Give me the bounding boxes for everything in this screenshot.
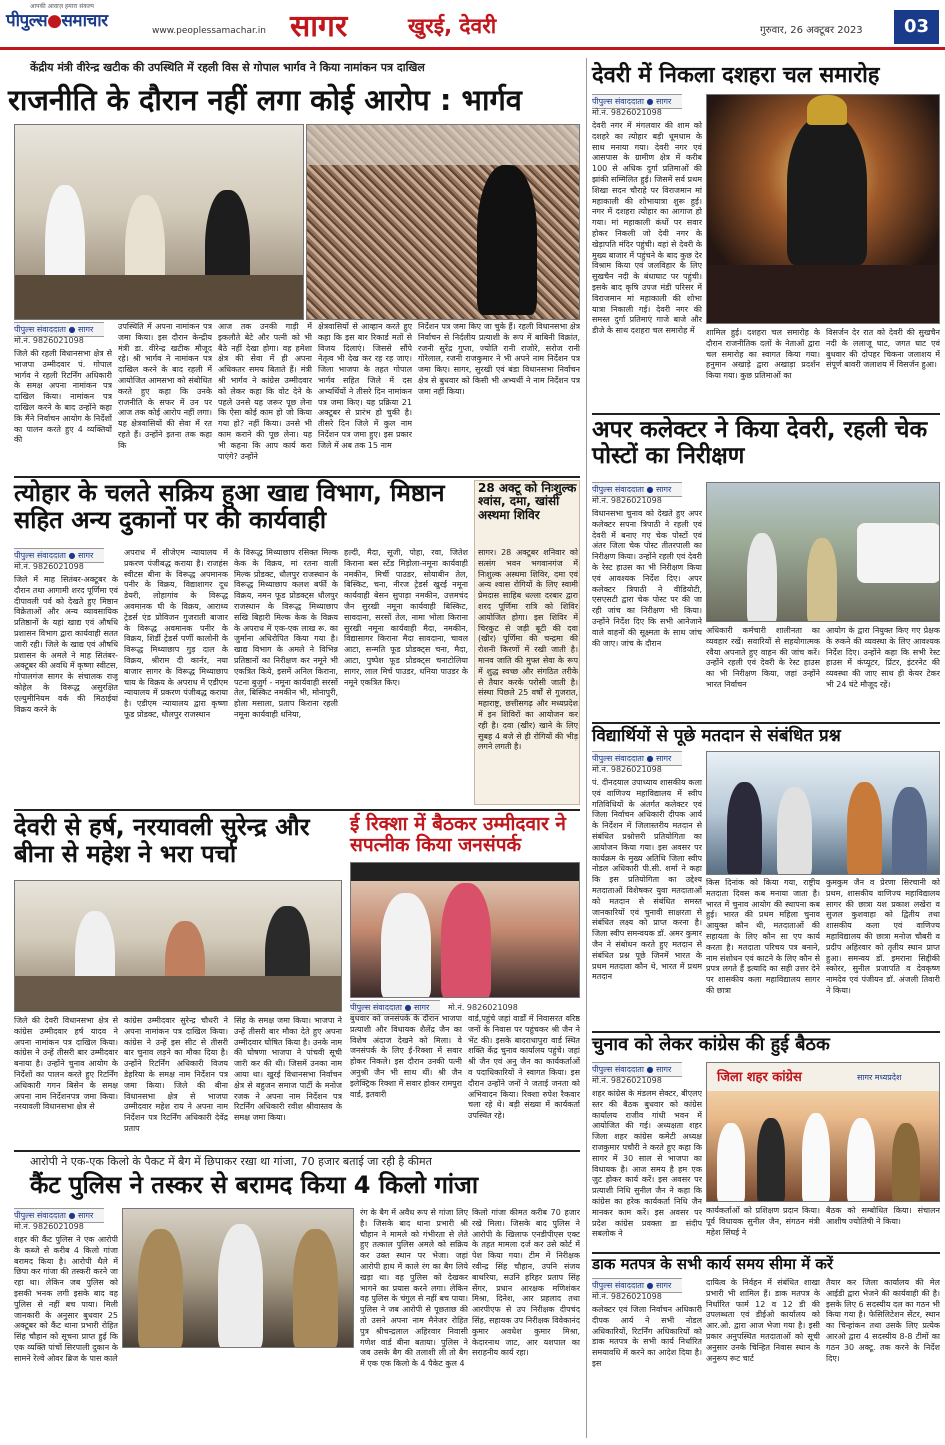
- story6-photo-dussehra: [706, 94, 940, 324]
- story8-headline[interactable]: विद्यार्थियों से पूछे मतदान से संबंधित प्रश्न: [592, 726, 841, 746]
- story6-headline[interactable]: देवरी में निकला दशहरा चल समारोह: [592, 63, 880, 88]
- story8-mobile: मो.नं. 9826021098: [592, 765, 662, 774]
- newspaper-logo: [6, 8, 108, 31]
- story8-photo-students: [706, 751, 940, 875]
- story6-col2: शामिल हुई। दशहरा चल समारोह के दौरान राजनीतिक दलों के नेताओं द्वारा चल समारोह का स्वागत किया गया। हनुमान अखाड़े द्वारा अखाड़ा प्रदर्शन किया गया। कुछ प्रतिमाओं का: [706, 328, 820, 381]
- logo-right: समाचार: [61, 11, 108, 31]
- camp-body: सागर। 28 अक्टूबर शनिवार को सत्संग भवन भगवानगंज में निःशुल्क अस्थमा शिविर, दमा एवं अन्य श्वास रोगियों के लिए स्वामी प्रेमदास साहिब धल्ला दरबार द्वारा शरद पूर्णिमा रात्रि को शिविर आयोजित होगा। इस शिविर में चिरकुट से जड़ी बूटी की दवा (खीर) पूर्णिमा की चन्द्रमा की रोशनी किरणों में रखी जाती है। मानव जाति की मुफ्त सेवा के रूप में शुद्ध स्वच्छ और संगठित तरीके से तैयार करके परोसी जाती है। संस्था पिछले 25 वर्षों से गुजरात, महाराष्ट्र, छत्तीसगढ़ और मध्यप्रदेश में इन शिविरों का आयोजन कर रही है। दवा (खीर) खाने के लिए सुबह 4 बजे से ही रोगियों की भीड़ लगने लगती है।: [478, 548, 578, 752]
- story6-mobile: मो.नं. 9826021098: [592, 108, 662, 117]
- story7-photo-checkpost: [706, 482, 940, 622]
- story1-col4: क्षेत्रवासियों से आव्हान करते हुए कहा कि इस बार रिकार्ड मतों से विजय दिलाएं। जिससे सौंपे नेतृत्व भी देख कर रह रह जाए। जिला भाजपा के तहत गोपाल भार्गव सहित जिले में दस अभ्यर्थियों ने तीसरे दिन नामांकन पत्र जमा किए। यह प्रक्रिया 21 अक्टूबर से प्रारंभ हो चुकी है। तीसरे दिन जिले में कुल नाम निर्देशन पत्र जमा हुए। इस प्रकार जिले में अब तक 15 नाम: [318, 322, 412, 450]
- story7-headline[interactable]: अपर कलेक्टर ने किया देवरी, रहली चेक पोस्टों का निरीक्षण: [592, 417, 928, 469]
- story1-col5: निर्देशन पत्र जमा किए जा चुके हैं। रहली विधानसभा क्षेत्र निर्वाचन से निर्दलीय प्रत्याशी के रूप में बाबिनी विक्रांत, रजनी सुरेंद्र गुप्ता, ज्योति रानी राजोरे, सरोज रानी गोरेलाल, रजनी राजकुमार ने भी अपने नाम निर्देशन पत्र जमा किए। सागर, सुरखी एवं बंडा विधानसभा निर्वाचन क्षेत्र से बुधवार को किसी भी अभ्यर्थी ने नाम निर्देशन पत्र जमा नहीं किया।: [418, 322, 580, 396]
- page-number: 03: [894, 10, 939, 44]
- story3-headline[interactable]: देवरी से हर्ष, नरयावली सुरेन्द्र और बीना से महेश ने भरा पर्चा: [14, 813, 310, 868]
- story2-byline: पीपुल्स संवाददाता ● सागर: [14, 548, 104, 563]
- section-title: सागर: [290, 9, 348, 44]
- story3-col2: कांग्रेस उम्मीदवार सुरेन्द्र चौधरी ने अपना नामांकन पत्र दाखिल किया। कांग्रेस ने उन्हें इस सीट से तीसरी बार चुनाव लड़ने का मौका दिया है। उन्होंने रिटर्निंग अधिकारी विजय डेहरिया के समक्ष नाम निर्देशन पत्र जमा किया। जिले की बीना विधानसभा क्षेत्र से भाजपा उम्मीदवार महेश राय ने अपना नाम निर्देशन पत्र रिटर्निंग अधिकारी देवेंद्र प्रताप: [124, 1016, 228, 1133]
- story1-mobile: मो.नं. 9826021098: [14, 336, 84, 345]
- website-url[interactable]: www.peoplessamachar.in: [152, 26, 266, 36]
- story10-headline[interactable]: डाक मतपत्र के सभी कार्य समय सीमा में करें: [592, 1255, 834, 1273]
- story8-col1: पं. दीनदयाल उपाध्याय शासकीय कला एवं वाणिज्य महाविद्यालय में स्वीप गतिविधियों के अंतर्गत कलेक्टर एवं जिला निर्वाचन अधिकारी दीपक आर्य के निर्देशन में जिलास्तरीय मतदान से संबंधित प्रश्नोत्तरी प्रतियोगिता का आयोजन किया गया। इस अवसर पर कार्यक्रम के मुख्य अतिथि जिला स्वीप नोडल अधिकारी पी.सी. शर्मा ने कहा कि इस प्रतियोगिता का उद्देश्य मतदाताओं विशेषकर युवा मतदाताओं को मतदान से संबंधित समस्त जानकारियों एवं चुनावी साक्षरता से संबंधित लक्ष्य को प्राप्त करना है। जिला स्वीप समन्वयक डॉ. अमर कुमार जैन ने संबोधन करते हुए मतदान से संबंधित प्रश्न पूछे जिनमें भारत के प्रथम मतदाता कौन थे, भारत में प्रथम मतदान: [592, 778, 702, 982]
- story5-headline[interactable]: कैंट पुलिस ने तस्कर से बरामद किया 4 किलो गांजा: [30, 1171, 479, 1199]
- story8-byline: पीपुल्स संवाददाता ● सागर: [592, 751, 682, 766]
- separator: [592, 722, 940, 724]
- story5-kicker: आरोपी ने एक-एक किलो के पैकट में बैग में छिपाकर रखा था गांजा, 70 हजार बताई जा रही है कीमत: [30, 1155, 432, 1168]
- story4-headline[interactable]: ई रिक्शा में बैठकर उम्मीदवार ने सपत्नीक किया जनसंपर्क: [350, 813, 566, 857]
- story1-col1: जिले की रहली विधानसभा क्षेत्र से भाजपा उम्मीदवार पं. गोपाल भार्गव ने रहली रिटर्निंग अधिकारी के समक्ष अपना नामांकन पत्र दाखिल किया। नामांकन पत्र दाखिल करने के बाद उन्होंने कहा कि मैंने निर्वाचन आयोग के निर्देशों का पालन करते हुए 4 व्यक्तियों की: [14, 349, 112, 445]
- column-divider: [586, 58, 587, 1438]
- story5-col3: किलो गांजा कीमत करीब 70 हजार रखे मिला। जिसके बाद पुलिस ने आरोपी के खिलाफ एनडीपीएस एक्ट के तहत मामला दर्ज कर उसे कोर्ट में पेश किया गया। टीम में निरीक्षक रवीन्द्र सिंह चौहान, उपनि संजय बाथरिया, सउनि हरिहर प्रताप सिंह सेंगर, प्रधान आरक्षक मणिशंकर मिश्रा, दिनेश, आर प्रहलाद तथा आरपीएफ से उप निरीक्षक दीपचंद सिंह, सहायक उप निरीक्षक विवेकानंद कुमार अवधेश कुमार मिश्रा, केदारनाथ जाट, आर यशपाल का सराहनीय कार्य रहा।: [472, 1208, 580, 1358]
- logo-dot-icon: ●: [47, 11, 62, 31]
- separator: [592, 413, 940, 415]
- story2-mobile: मो.नं. 9826021098: [14, 562, 84, 571]
- separator: [14, 809, 580, 811]
- issue-date: गुरुवार, 26 अक्टूबर 2023: [760, 25, 863, 36]
- story5-col2: रंग के बैग में अवैध रूप से गांजा लिए है। जिसके बाद थाना प्रभारी श्री चौहान ने मामले को गंभीरता से लेते हुए तत्काल पुलिस अमले को सक्रिय कर उक्त स्थान पर भेजा। जहां आरोपी हाथ में काले रंग का बैग लिये खड़ा था। वह पुलिस को देखकर भागने का प्रयास करने लगा। लेकिन वह पुलिस के चंगुल से नहीं बच पाया। पुलिस ने जब आरोपी से पूछताछ की तो उसने अपना नाम मैनेजर रोहित पुत्र श्रीचन्द्रलाल अहिरवार निवासी गणेश वार्ड बीना बताया। पुलिस ने जब उसके बैग की तलाशी ली तो बैग में एक एक किलो के 4 पैकेट कुल 4: [360, 1208, 468, 1369]
- story5-byline: पीपुल्स संवाददाता ● सागर: [14, 1208, 104, 1223]
- masthead: [0, 0, 945, 50]
- banner-subtext: सागर मध्यप्रदेश: [857, 1073, 902, 1082]
- story3-col1: जिले की देवरी विधानसभा क्षेत्र से कांग्रेस उम्मीदवार हर्ष यादव ने अपना नामांकन पत्र दाखिल किया। कांग्रेस ने उन्हें तीसरी बार उम्मीदवार बनाया है। उन्होंने चुनाव आयोग के निर्देशों का पालन करते हुए रिटर्निंग अधिकारी गगन बिसेन के समक्ष अपना नाम निर्देशनपत्र जमा किया। नरयावली विधानसभा क्षेत्र से: [14, 1016, 118, 1112]
- story9-photo-meeting: [706, 1062, 940, 1202]
- story2-col1: जिले में माह सितंबर-अक्टूबर के दौरान तथा आगामी शरद पूर्णिमा एवं दीपावली पर्व को देखते हुए मिष्ठान विक्रेताओं और अन्य व्यावसायिक प्रतिष्ठानों के यहां खाद्य एवं औषधि प्रशासन विभाग द्वारा कार्यवाही सतत जारी रही। जिले के खाद्य एवं औषधि प्रशासन के अमले ने माह सितंबर-अक्टूबर की अवधि में कृष्णा स्वीटस, गोपालगंज सागर के संचालक राजू कोहेल के विरूद्ध असुरक्षित एल्युमीनियम वर्क की मिठाईयां विक्रय करने के: [14, 575, 118, 714]
- separator: [14, 476, 580, 478]
- story3-col3: सिंह के समक्ष जमा किया। भाजपा ने उन्हें तीसरी बार मौका देते हुए अपना उम्मीदवार घोषित किया है। उनके नाम की घोषणा भाजपा ने पांचवी सूची जारी कर की थी। जिसमें उनका नाम आया था। खुरई विधानसभा निर्वाचन क्षेत्र से बहुजन समाज पार्टी के मनोज रजक ने अपना नाम निर्देशन पत्र रिटर्निंग अधिकारी रवीश श्रीवास्तव के समक्ष जमा किया।: [234, 1016, 342, 1123]
- camp-headline[interactable]: 28 अक्टू को निःशुल्क श्वांस, दमा, खांसी अस्थमा शिविर: [478, 481, 577, 522]
- story6-byline: पीपुल्स संवाददाता ● सागर: [592, 94, 682, 109]
- story1-col2: उपस्थिति में अपना नामांकन पत्र जमा किया। इस दौरान केन्द्रीय मंत्री डा. वीरेन्द्र खटीक मौजूद रहे। श्री भार्गव ने नामांकन पत्र दाखिल करने के बाद रहली में आयोजित आमसभा को संबोधित करते हुए कहा कि उनके राजनीति के सफर में उन पर आज तक कोई आरोप नहीं लगा। यह क्षेत्रवासियों की सेवा में रत रहते हैं। उन्होंने इतना तक कहा कि: [118, 322, 212, 450]
- story4-col1: बुधवार को जनसंपर्क के दौरान भाजपा प्रत्याशी और विधायक शैलेंद्र जैन का विशेष अंदाज देखने को मिला। वे जनसंपर्क के लिए ई-रिक्शा में सवार होकर निकले। इस दौरान उनकी पत्नी अनुश्री जैन भी साथ थीं। श्री जैन इलेक्ट्रिक रिक्शा में सवार होकर रामपुरा वार्ड, इतवारी: [350, 1014, 462, 1099]
- story5-mobile: मो.नं. 9826021098: [14, 1222, 84, 1231]
- story2-col2: अपराध में सीजेएम न्यायालय में प्रकरण पंजीबद्ध कराया है। राजहंस स्वीटस बीना के विरूद्ध अपमानक पनीर के विक्रय, विद्याशागर दूध डेयरी, लोहागांव के विरूद्ध अवमानक घी के विक्रय, आराध्य ट्रेडर्स एंड प्रोविजन गुजराती बाजार के विरूद्ध अवमानक पनीर के विक्रय, शिर्डी ट्रेडर्स पर्णी कालोनी के विरूद्ध मिथ्याछाप गुड़ दाल के विक्रय, श्रीराम दी कार्नर, नया बाजार सागर के विरूद्ध मिथ्याछाप चाय के विक्रय के अपराध में एडीएम न्यायालय में प्रकरण पंजीबद्ध कराया है। एडीएम न्यायालय द्वारा कृष्णा फूड प्रोडक्ट, धौलपुर राजस्थान: [124, 548, 228, 719]
- logo-left: पीपुल्स: [6, 11, 48, 31]
- story7-col1: विधानसभा चुनाव को देखते हुए अपर कलेक्टर सपना त्रिपाठी ने रहली एवं देवरी में बनाए गए चेक पोस्टों एवं अंतर जिला चेक पोस्ट तीतरपाली का निरीक्षण किया। उन्होंने रहली एवं देवरी के रेस्ट हाउस का भी निरीक्षण किया एवं आवश्यक निर्देश दिए। अपर कलेक्टर त्रिपाठी ने वीडियोटी, एसएसटी द्वारा चेक पोस्ट पर की जा रही जांच का निरीक्षण भी किया। उन्होंने निर्देश दिए कि सभी आनेजाने वाले वाहनों की सूक्ष्मता के साथ जांच की जाए। जांच के दौरान: [592, 509, 702, 648]
- story6-col1: देवरी नगर में मंगलवार की शाम को दशहरे का त्योहार बड़ी धूमधाम के साथ मनाया गया। देवरी नगर एवं आसपास के ग्रामीण क्षेत्र में करीब 100 से अधिक दुर्गा प्रतिमाओं की झांकी सम्मिलित हुई। जिसमें सर्व प्रथम शिखा सदन चौराहे पर विराजमान मां महाकाली की शोभायात्रा शुरू हुई। नगर में दशहरा त्योहार का आगाज हो गया। मां महाकाली कंधों पर सवार होकर निकली जो देवी नगर के खेड़ापति मंदिर पहुंची। वहां से देवरी के मुख्य बाजार में पहुंचने के बाद कुछ देर विश्राम किया एवं जलविहार के लिए सुखचैन नदी के बंधाघाट पर पहुंची। इसके बाद कृषि उपज मंडी परिसर में विराजमान मां महाकाली की शोभा यात्रा निकाली गई। देवरी नगर की समस्त दुर्गा प्रतिमाएं गाजे बाजे और डीजे के साथ दशहरा चल समारोह में: [592, 121, 702, 336]
- story1-col3: आज तक उनकी गाड़ी में इकलौते बेटे और पत्नी को भी बैठे नहीं देखा होगा। वह हमेशा क्षेत्र की सेवा में ही अपना अधिकतर समय बिताते हैं। मंत्री श्री भार्गव ने कांग्रेस उम्मीदवार को लेकर कहा कि वोट देने के पहले उनसे यह जरूर पूछ लेना कि ऐसा कोई काम हो जो किया गया हो? नहीं किया। उनसे भी काम कराने की पूछ लेना। यह भी कहना कि आप कार्य करा पाएंगे? उन्होंने: [218, 322, 312, 461]
- story1-photo-nomination: [14, 124, 304, 320]
- story4-col2: वार्ड,पहुंचे जहां वार्डों में निवासरत वरिष्ठ जनों के निवास पर पहुंचकर श्री जैन ने भेंट की। इसके बादराधापुरा वार्ड स्थित शक्ति केंद्र चुनाव कार्यालय पहुंचे। जहां श्री जैन एवं अनु जैन का कार्यकर्ताओं व पदाधिकारियों ने स्वागत किया। इस दौरान उन्होंने जनों ने जताई जनता को अभिवादन किया। रिक्शा रुपेश रैकवार चला रहे थे। बड़ी संख्या में कार्यकर्ता उपस्थित रहे।: [468, 1014, 580, 1121]
- story4-byline: पीपुल्स संवाददाता ● सागर: [350, 1000, 440, 1015]
- story9-col1: शहर कांग्रेस के मंडलम सेक्टर, बीएलए स्तर की बैठक बुधवार को कांग्रेस कार्यालय राजीव गांधी भवन में आयोजित की गई। अध्यक्षता शहर जिला शहर कांग्रेस कमेटी अध्यक्ष राजकुमार पचौरी ने करते हुए कहा कि सागर में 30 साल से भाजपा का विधायक है। आज समय है हम एक जुट होकर कार्य करें। इस अवसर पर प्रत्याशी निधि सुनील जैन ने कहा कि कांग्रेस का हरेक कार्यकर्ता निधि जैन मानकर काम करें। इस अवसर पर प्रदेश कांग्रेस प्रवक्ता डा संदीप सबलोक ने: [592, 1089, 702, 1239]
- subsection-title: खुरई, देवरी: [408, 14, 497, 38]
- story7-byline: पीपुल्स संवाददाता ● सागर: [592, 482, 682, 497]
- story10-byline: पीपुल्स संवाददाता ● सागर: [592, 1278, 682, 1293]
- story5-photo-police: [122, 1208, 354, 1348]
- story1-photo-rally: [306, 124, 580, 320]
- story1-headline[interactable]: राजनीति के दौरान नहीं लगा कोई आरोप : भार्गव: [8, 83, 522, 117]
- banner: [707, 1063, 940, 1091]
- story9-col2: कार्यकर्ताओं को प्रशिक्षण प्रदान किया। पूर्व विधायक सुनील जैन, संगठन मंत्री महेश सिंघई ने: [706, 1206, 820, 1237]
- separator: [592, 1031, 940, 1033]
- story3-photo-nomination: [14, 880, 342, 1012]
- banner-text: जिला शहर कांग्रेस: [717, 1070, 802, 1085]
- story6-col3: विसर्जन देर रात को देवरी की सुखचैन नदी के ललाजू घाट, जगत घाट एवं बुधवार की दोपहर चिकना जलाशय में संपूर्ण बावरी जलाशय में विसर्जन हुआ।: [826, 328, 940, 370]
- story2-col4: हल्दी, मैदा, सूजी, पोहा, रवा, जितेश किराना बस स्टेंड मिड़ोला-नमूना कार्यवाही नमकीन, मिर्ची पाउडर, सोयाबीन तेल, बिस्किट, चना, नीरज ट्रेडर्स खुरई नमूना कार्यवाही बेसन सुपाड़ा नमकीन, उत्तमचंद जैन सुरखी नमूना कार्यवाही बिस्किट, सावदाना, सरसों तेल, नामा भोला किराना सुरखी नमूना कार्यवाही मैदा, नमकीन, विद्यासागर किराना मैदा सावदाना, चावल आटा, सन्मति फूड प्रोडक्ट्स चना, मैदा, आटा, पुष्पेश फूड प्रोडक्ट्स चनाटोलिया सागर, लाल मिर्च पाउडर, धनिया पाउडर के नमूने एकत्रित किए।: [344, 548, 468, 687]
- story10-col2: दायित्व के निर्वहन में संबंधित शाखा प्रभारी भी शामिल हैं। डाक मतपत्र के निर्धारित फार्म 12 व 12 डी की उपलब्धता एवं डीईओ कार्यालय को आर.ओ. द्वारा आज भेजा गया है। इसी प्रकार अनुपस्थित मतदाताओं को सूची अनुसार उनके चिन्हित निवास स्थान के अनुरूप रूट चार्ट: [706, 1278, 820, 1363]
- story5-col1: शहर की कैंट पुलिस ने एक आरोपी के कब्जे से करीब 4 किलो गांजा बरामद किया है। आरोपी थैले में छिपा कर गांजा की तस्करी करने जा रहा था। लेकिन जब पुलिस को इसकी भनक लगी इसके बाद वह पुलिस से नहीं बच पाया। मिली जानकारी के अनुसार बुधवार 25 अक्टूबर को कैंट थाना प्रभारी रोहित सिंह चौहान को सूचना प्राप्त हुई कि एक व्यक्ति पांचों सिरपाली दुकान के सामने रेल्वे ओवर ब्रिज के पास काले: [14, 1235, 118, 1363]
- story10-col3: तैयार कर जिला कार्यालय की मेल आईडी द्वारा भेजने की कार्यवाही की है। इसके लिए 6 सदस्यीय दल का गठन भी किया गया है। फेसिलिटेशन सेंटर, स्थान का चिन्हांकन तथा उसके लिए प्रत्येक आरओ द्वारा 4 सदस्यीय 8-8 टीमों का गठन 30 अक्टू. तक करने के निर्देश दिए।: [826, 1278, 940, 1363]
- story7-col2: अधिकारी कर्मचारी शालीनता का व्यवहार रखें। सवारियों से सहयोगात्मक रवैया अपनाते हुए वाहन की जांच करें। उन्होंने रहली एवं देवरी के रेस्ट हाउस का भी निरीक्षण किया, जहां उन्होंने भारत निर्वाचन: [706, 626, 820, 689]
- story8-col2: किस दिनांक को किया गया, राष्ट्रीय मतदाता दिवस कब मनाया जाता है। भारत में चुनाव आयोग की स्थापना कब हुई। भारत की प्रथम महिला चुनाव आयुक्त कौन थी, मतदाताओं की सहायता के लिए कौन सा एप कार्य करता है। मतदाता परिचय पत्र बनाने, नाम संशोधन एवं काटने के लिए कौन से प्रपत्र लगते हैं इत्यादि का सही उत्तर देने पर शासकीय कला महाविद्यालय सागर की छात्रा: [706, 878, 820, 995]
- story9-mobile: मो.नं. 9826021098: [592, 1076, 662, 1085]
- story9-col3: बैठक को सम्बोधित किया। संचालन आशीष ज्योतिषी ने किया।: [826, 1206, 940, 1226]
- story9-headline[interactable]: चुनाव को लेकर कांग्रेस की हुई बैठक: [592, 1034, 830, 1055]
- story4-mobile: मो.नं. 9826021098: [448, 1003, 518, 1012]
- story7-col3: आयोग के द्वारा नियुक्त किए गए प्रेक्षक के रुकने की व्यवस्था के लिए आवश्यक निर्देश दिए। उन्होंने कहा कि सभी रेस्ट हाउस में कंप्यूटर, प्रिंटर, इंटरनेट की व्यवस्था की जाए साथ ही केयर टेकर भी 24 घंटे मौजूद रहें।: [826, 626, 940, 689]
- story2-headline[interactable]: त्योहार के चलते सक्रिय हुआ खाद्य विभाग, मिष्ठान सहित अन्य दुकानों पर की कार्यवाही: [14, 479, 445, 534]
- story10-mobile: मो.नं. 9826021098: [592, 1292, 662, 1301]
- story7-mobile: मो.नं. 9826021098: [592, 496, 662, 505]
- separator: [592, 1252, 940, 1254]
- story9-byline: पीपुल्स संवाददाता ● सागर: [592, 1062, 682, 1077]
- story4-photo-erickshaw: [350, 862, 580, 998]
- story8-col3: कुमकुम जैन व प्रेरणा सिरचानी को प्रथम, शासकीय वाणिज्य महाविद्यालय सागर की छात्रा यश प्रकाश लखेरा व सुजल कुशवाहा को द्वितीय तथा शासकीय कला एवं वाणिज्य महाविद्यालय की छात्रा मनोज चौबरी व प्रदीप अहिरवार को तृतीय स्थान प्राप्त हुआ। समन्वय डॉ. इमराना सिद्दीकी स्कोरर, सुनील प्रजापति व देवकृष्ण नामदेव एवं पंजीयन डॉ. अंजली तिवारी ने किया।: [826, 878, 940, 995]
- story10-col1: कलेक्टर एवं जिला निर्वाचन अधिकारी दीपक आर्य ने सभी नोडल अधिकारियों, रिटर्निंग अधिकारियों को डाक मतपत्र के सभी कार्य निर्धारित समयावधि में करने का आदेश दिया है। इस: [592, 1305, 702, 1368]
- story2-col3: के विरूद्ध मिथ्याछाप रसिक्त मिल्क केक के विक्रय, मां रतना वाली मिल्क प्रोडक्ट, धौलपुर राजस्थान के विरूद्ध मिथ्याछाप कलश बर्फी के विक्रय, नमन फूड प्रोडक्ट्स धौलपुर राजस्थान के विरूद्ध मिथ्याछाप सखि बिहारी मिल्क केक के विक्रय के अपराध में एक-एक लाख रू. का जुर्माना अधिरोपित किया गया है। खाद्य विभाग के अमले ने विभिन्न प्रतिष्ठानों का निरीक्षण कर नमूने भी एकत्रित किये, इसमें अनिल किराना, पटना बुजुर्ग - नमूना कार्यवाही सरसों तेल, बिस्किट नमकीन भी, मोनापुरी, होला मसाला, प्रताप किराना रहली नमूना कार्यवाही धनिया,: [234, 548, 338, 719]
- separator: [14, 1150, 580, 1152]
- story1-kicker: केंद्रीय मंत्री वीरेन्द्र खटीक की उपस्थिति में रहली विस से गोपाल भार्गव ने किया नामांकन पत्र दाखिल: [30, 61, 425, 74]
- tagline: आपकी आवाज़ हमारा संकल्प: [30, 3, 94, 10]
- story1-byline: पीपुल्स संवाददाता ● सागर: [14, 322, 104, 337]
